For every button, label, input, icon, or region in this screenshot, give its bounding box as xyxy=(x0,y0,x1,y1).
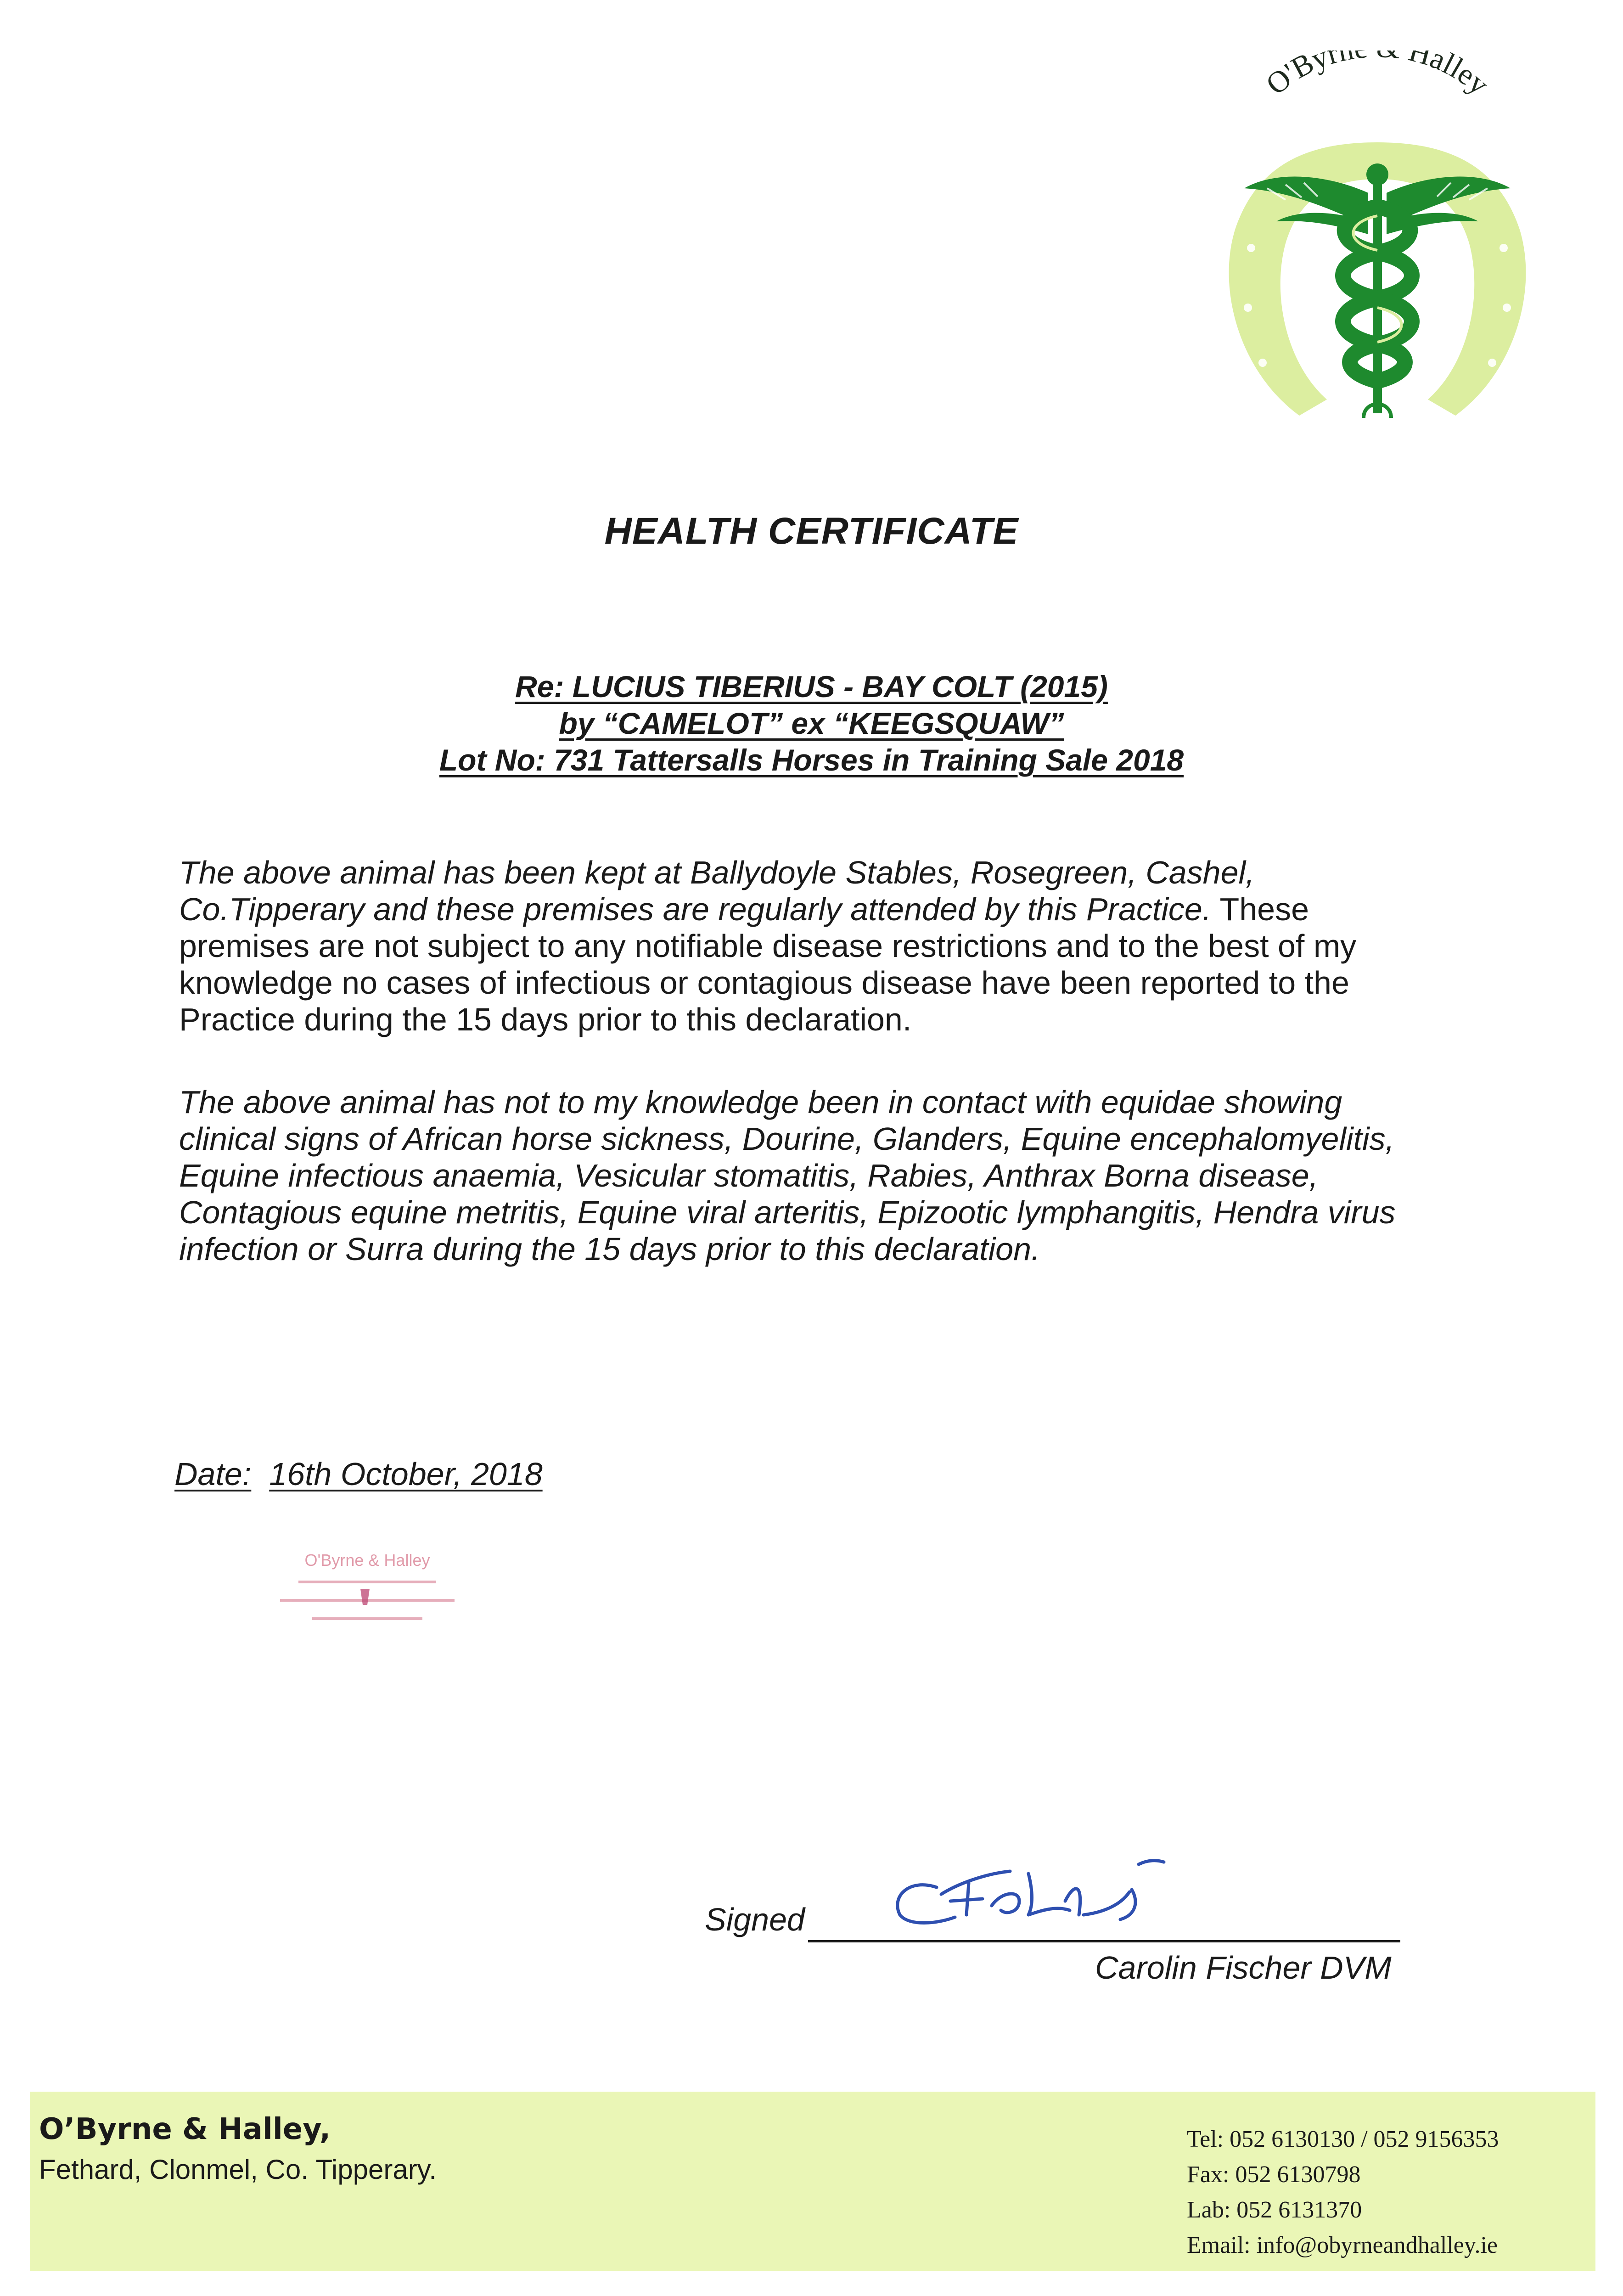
date-label: Date: xyxy=(174,1456,252,1492)
practice-stamp xyxy=(271,1548,464,1639)
handwritten-signature xyxy=(882,1846,1175,1938)
page-title: HEALTH CERTIFICATE xyxy=(604,510,1019,552)
signer-name: Carolin Fischer DVM xyxy=(1095,1950,1392,1986)
footer-tel: Tel: 052 6130130 / 052 9156353 xyxy=(1187,2126,1499,2152)
subject-line-breeding: by “CAMELOT” ex “KEEGSQUAW” xyxy=(559,706,1064,740)
practice-logo xyxy=(1207,51,1547,445)
premises-paragraph-italic: The above animal has been kept at Ballydoyle Stables, Rosegreen, Cashel, Co.Tipperary and these premises are regularly attended by this Practice. xyxy=(179,855,1255,927)
footer-address: Fethard, Clonmel, Co. Tipperary. xyxy=(39,2154,437,2185)
signed-label: Signed xyxy=(705,1902,805,1937)
premises-paragraph xyxy=(179,854,1446,1038)
premises-paragraph-normal: These premises are not subject to any notifiable disease restrictions and to the best of my knowledge no cases of infectious or contagious disease have been reported to the Practice during the 15 days prior to this declaration. xyxy=(179,891,1357,1037)
date-value: 16th October, 2018 xyxy=(269,1456,543,1492)
subject-block xyxy=(0,668,1623,778)
subject-line-horse: Re: LUCIUS TIBERIUS - BAY COLT (2015) xyxy=(515,670,1108,703)
footer-contacts xyxy=(1187,2122,1499,2263)
stamp-text: O'Byrne & Halley xyxy=(304,1551,430,1570)
footer-firm-name: O’Byrne & Halley, xyxy=(39,2112,331,2146)
date-line xyxy=(174,1456,543,1492)
footer-lab: Lab: 052 6131370 xyxy=(1187,2197,1362,2223)
subject-line-lot: Lot No: 731 Tattersalls Horses in Training Sale 2018 xyxy=(439,743,1184,777)
logo-text: O'Byr Halley xyxy=(1259,51,1496,101)
signature-line xyxy=(808,1940,1400,1942)
footer-fax: Fax: 052 6130798 xyxy=(1187,2161,1361,2188)
disease-paragraph: The above animal has not to my knowledge been in contact with equidae showing clinical signs of African horse sickness, Dourine, Glanders, Equine encephalomyelitis, Equine infectious anaemia, Vesicular stomatitis, Rabies, Anthrax Borna disease, Contagious equine metritis, Equine viral arteritis, Epizootic lymphangitis, Hendra virus infection or Surra during the 15 days prior to this declaration. xyxy=(179,1084,1396,1267)
footer-email: Email: info@obyrneandhalley.ie xyxy=(1187,2232,1498,2258)
